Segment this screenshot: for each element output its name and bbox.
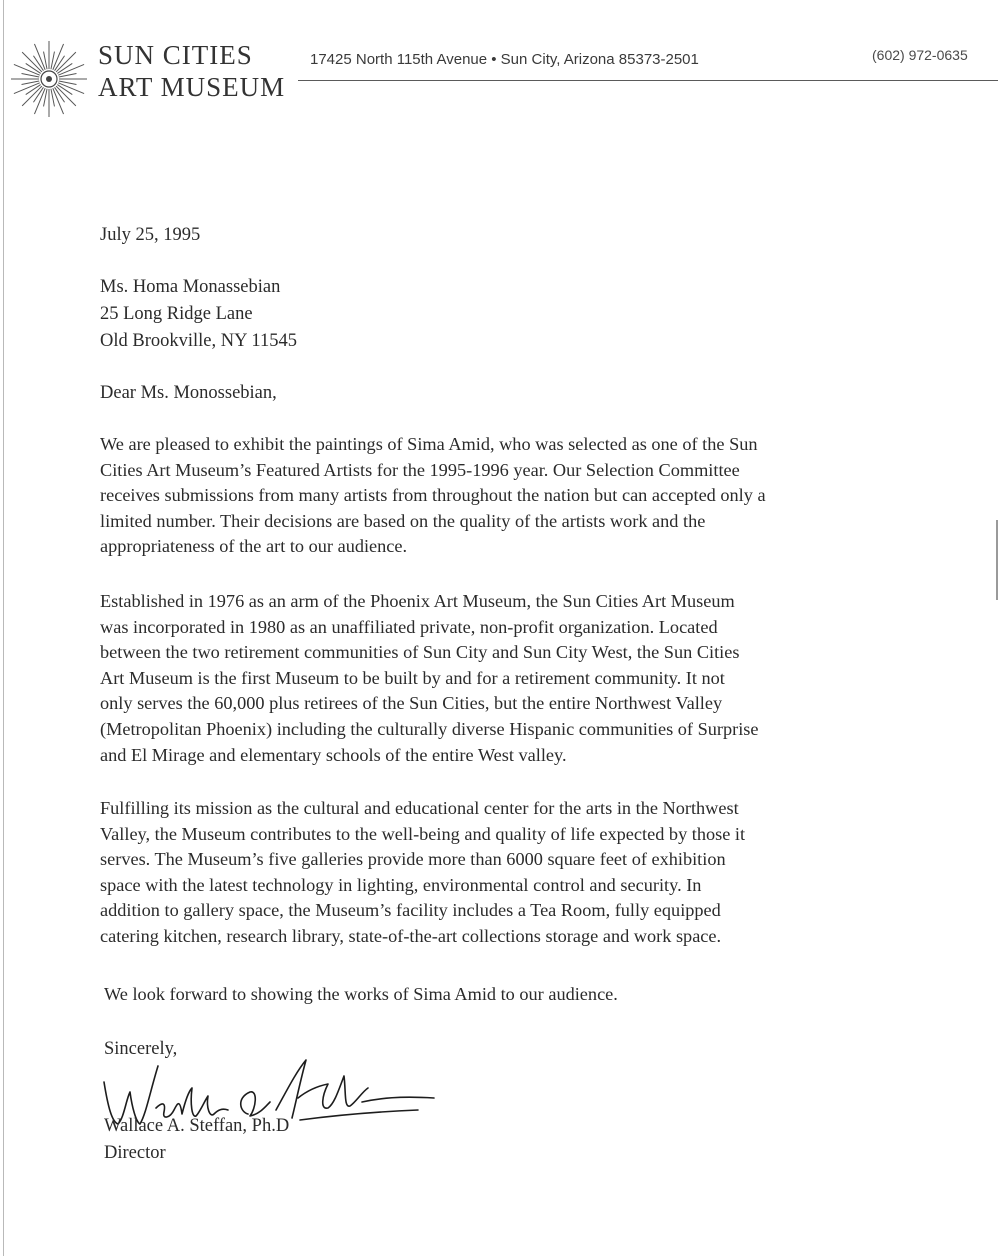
museum-phone: (602) 972-0635 bbox=[872, 47, 968, 63]
paragraph-line: Art Museum is the first Museum to be built by and for a retirement community. It not bbox=[100, 667, 725, 688]
paragraph-line: We look forward to showing the works of Sima Amid to our audience. bbox=[104, 984, 618, 1004]
paragraph-line: appropriateness of the art to our audience. bbox=[100, 536, 408, 557]
paragraph-line: catering kitchen, research library, state-of-the-art collections storage and work space. bbox=[100, 925, 722, 946]
paragraph-line: only serves the 60,000 plus retirees of the Sun Cities, but the entire Northwest Valley bbox=[100, 693, 723, 714]
signer-name: Wallace A. Steffan, Ph.D bbox=[104, 1116, 290, 1136]
museum-address: 17425 North 115th Avenue • Sun City, Arizona 85373-2501 bbox=[310, 51, 699, 68]
paragraph-line: was incorporated in 1980 as an unaffiliated private, non-profit organization. Located bbox=[100, 616, 718, 637]
paragraph-line: space with the latest technology in lighting, environmental control and security. In bbox=[100, 874, 702, 895]
paragraph-2 bbox=[100, 589, 759, 768]
paragraph-line: Fulfilling its mission as the cultural and educational center for the arts in the Northwest bbox=[100, 798, 739, 818]
paragraph-1 bbox=[100, 432, 766, 560]
museum-name-line1: SUN CITIES bbox=[98, 40, 253, 70]
paragraph-line: limited number. Their decisions are based on the quality of the artists work and the bbox=[100, 510, 706, 531]
museum-name-line2: ART MUSEUM bbox=[98, 72, 286, 102]
paragraph-line: addition to gallery space, the Museum’s facility includes a Tea Room, fully equipped bbox=[100, 900, 721, 921]
paragraph-line: serves. The Museum’s five galleries provide more than 6000 square feet of exhibition bbox=[100, 849, 726, 870]
paragraph-line: Valley, the Museum contributes to the well-being and quality of life expected by those it bbox=[100, 823, 746, 844]
paragraph-3 bbox=[100, 796, 745, 950]
letter-date: July 25, 1995 bbox=[100, 225, 201, 245]
paragraph-line: between the two retirement communities of Sun City and Sun City West, the Sun Cities bbox=[100, 642, 740, 663]
paragraph-line: receives submissions from many artists from throughout the nation but can accepted only a bbox=[100, 485, 766, 506]
salutation: Dear Ms. Monossebian, bbox=[100, 383, 277, 403]
sunburst-logo-icon bbox=[8, 38, 90, 120]
scan-edge-right bbox=[996, 520, 998, 600]
recipient-city: Old Brookville, NY 11545 bbox=[100, 331, 297, 351]
paragraph-line: and El Mirage and elementary schools of the entire West valley. bbox=[100, 744, 567, 765]
paragraph-line: Established in 1976 as an arm of the Phoenix Art Museum, the Sun Cities Art Museum bbox=[100, 591, 735, 611]
paragraph-line: (Metropolitan Phoenix) including the culturally diverse Hispanic communities of Surprise bbox=[100, 718, 759, 739]
paragraph-4 bbox=[104, 982, 618, 1008]
paragraph-line: Cities Art Museum’s Featured Artists for the 1995-1996 year. Our Selection Committee bbox=[100, 459, 740, 480]
scan-edge-left bbox=[3, 0, 4, 1256]
signer-title: Director bbox=[104, 1143, 166, 1163]
letterhead-rule bbox=[298, 80, 998, 81]
closing: Sincerely, bbox=[104, 1039, 178, 1059]
recipient-name: Ms. Homa Monassebian bbox=[100, 277, 281, 297]
recipient-street: 25 Long Ridge Lane bbox=[100, 304, 253, 324]
paragraph-line: We are pleased to exhibit the paintings of Sima Amid, who was selected as one of the Sun bbox=[100, 434, 758, 454]
